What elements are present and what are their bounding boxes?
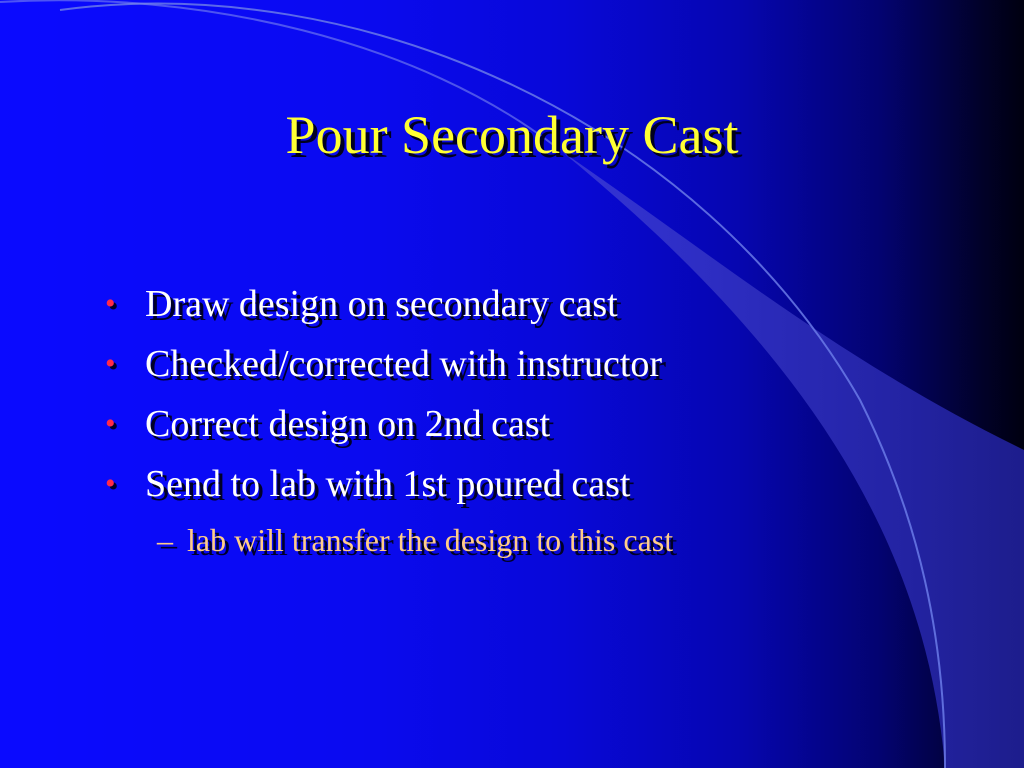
bullet-marker-icon: • — [105, 407, 116, 440]
bullet-item — [105, 458, 673, 518]
bullet-marker-icon: • — [105, 287, 116, 320]
slide-title: Pour Secondary Cast — [285, 105, 739, 165]
bullet-text: Send to lab with 1st poured cast — [145, 463, 631, 505]
bullet-marker-icon: • — [105, 467, 116, 500]
bullet-item — [105, 338, 673, 398]
sub-bullet-item — [157, 518, 673, 568]
sub-bullet-dash-icon: – — [157, 522, 173, 558]
bullet-text: Draw design on secondary cast — [145, 283, 618, 325]
sub-bullet-text: lab will transfer the design to this cast — [187, 522, 674, 558]
bullet-text: Checked/corrected with instructor — [145, 343, 663, 385]
bullet-text: Correct design on 2nd cast — [145, 403, 551, 445]
bullet-item — [105, 278, 673, 338]
bullet-marker-icon: • — [105, 347, 116, 380]
bullet-list — [105, 278, 673, 568]
bullet-item — [105, 398, 673, 458]
